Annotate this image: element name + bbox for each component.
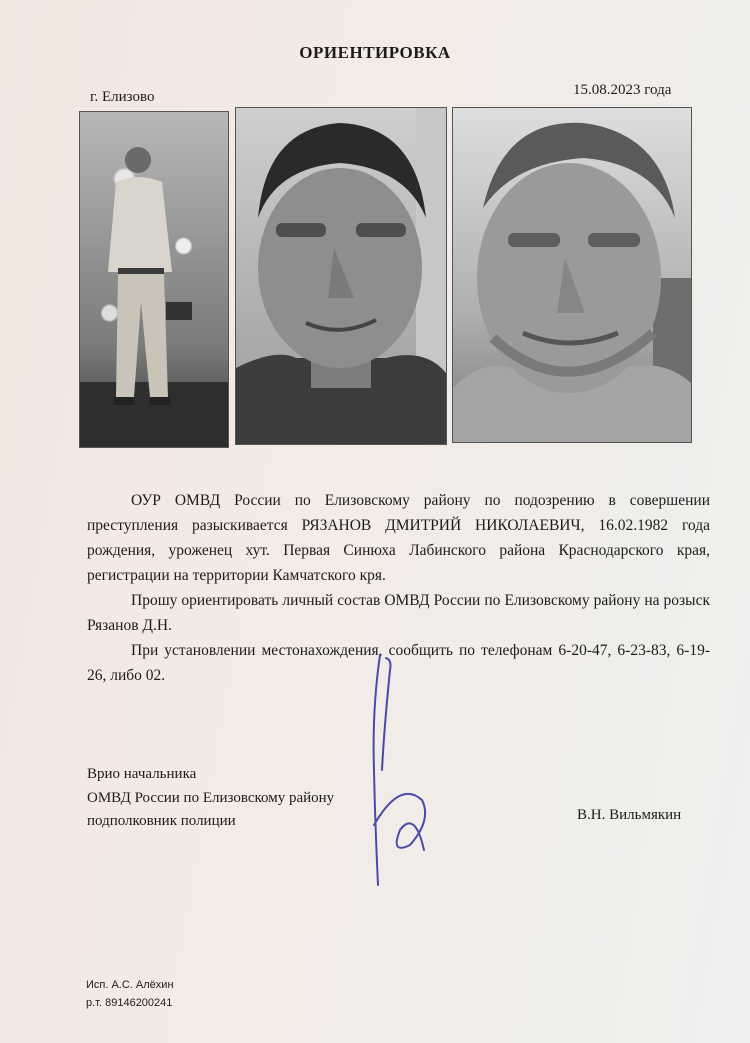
- signatory-line-1: Врио начальника: [87, 766, 197, 782]
- paragraph-request: Прошу ориентировать личный состав ОМВД России по Елизовскому району на розыск Рязанов Д.Н.: [87, 592, 710, 634]
- signatory-position: [87, 763, 334, 834]
- footer: [86, 976, 174, 1012]
- document-title: ОРИЕНТИРОВКА: [299, 43, 451, 62]
- face-photo-front: [235, 107, 447, 445]
- signatory-name: В.Н. Вильмякин: [577, 807, 682, 823]
- full-body-photo: [79, 111, 229, 448]
- paragraph-wanted: ОУР ОМВД России по Елизовскому району по подозрению в совершении преступления разыскивается РЯЗАНОВ ДМИТРИЙ НИКОЛАЕВИЧ, 16.02.1982 года рождения, уроженец хут. Первая Синюха Лабинского района Краснодарского края, регистрации на территории Камчатского кря.: [87, 492, 710, 584]
- handwritten-signature: [360, 650, 440, 890]
- executor-phone: р.т. 89146200241: [86, 997, 173, 1009]
- executor: Исп. А.С. Алёхин: [86, 979, 174, 991]
- city: г. Елизово: [90, 89, 155, 105]
- face-photo-selfie: [452, 107, 692, 443]
- signatory-line-3: подполковник полиции: [87, 813, 236, 829]
- document-date: 15.08.2023 года: [573, 82, 672, 98]
- signatory-line-2: ОМВД России по Елизовскому району: [87, 789, 335, 806]
- paragraph-contacts: При установлении местонахождения, сообщить по телефонам 6-20-47, 6-23-83, 6-19-26, либо 02.: [87, 642, 710, 684]
